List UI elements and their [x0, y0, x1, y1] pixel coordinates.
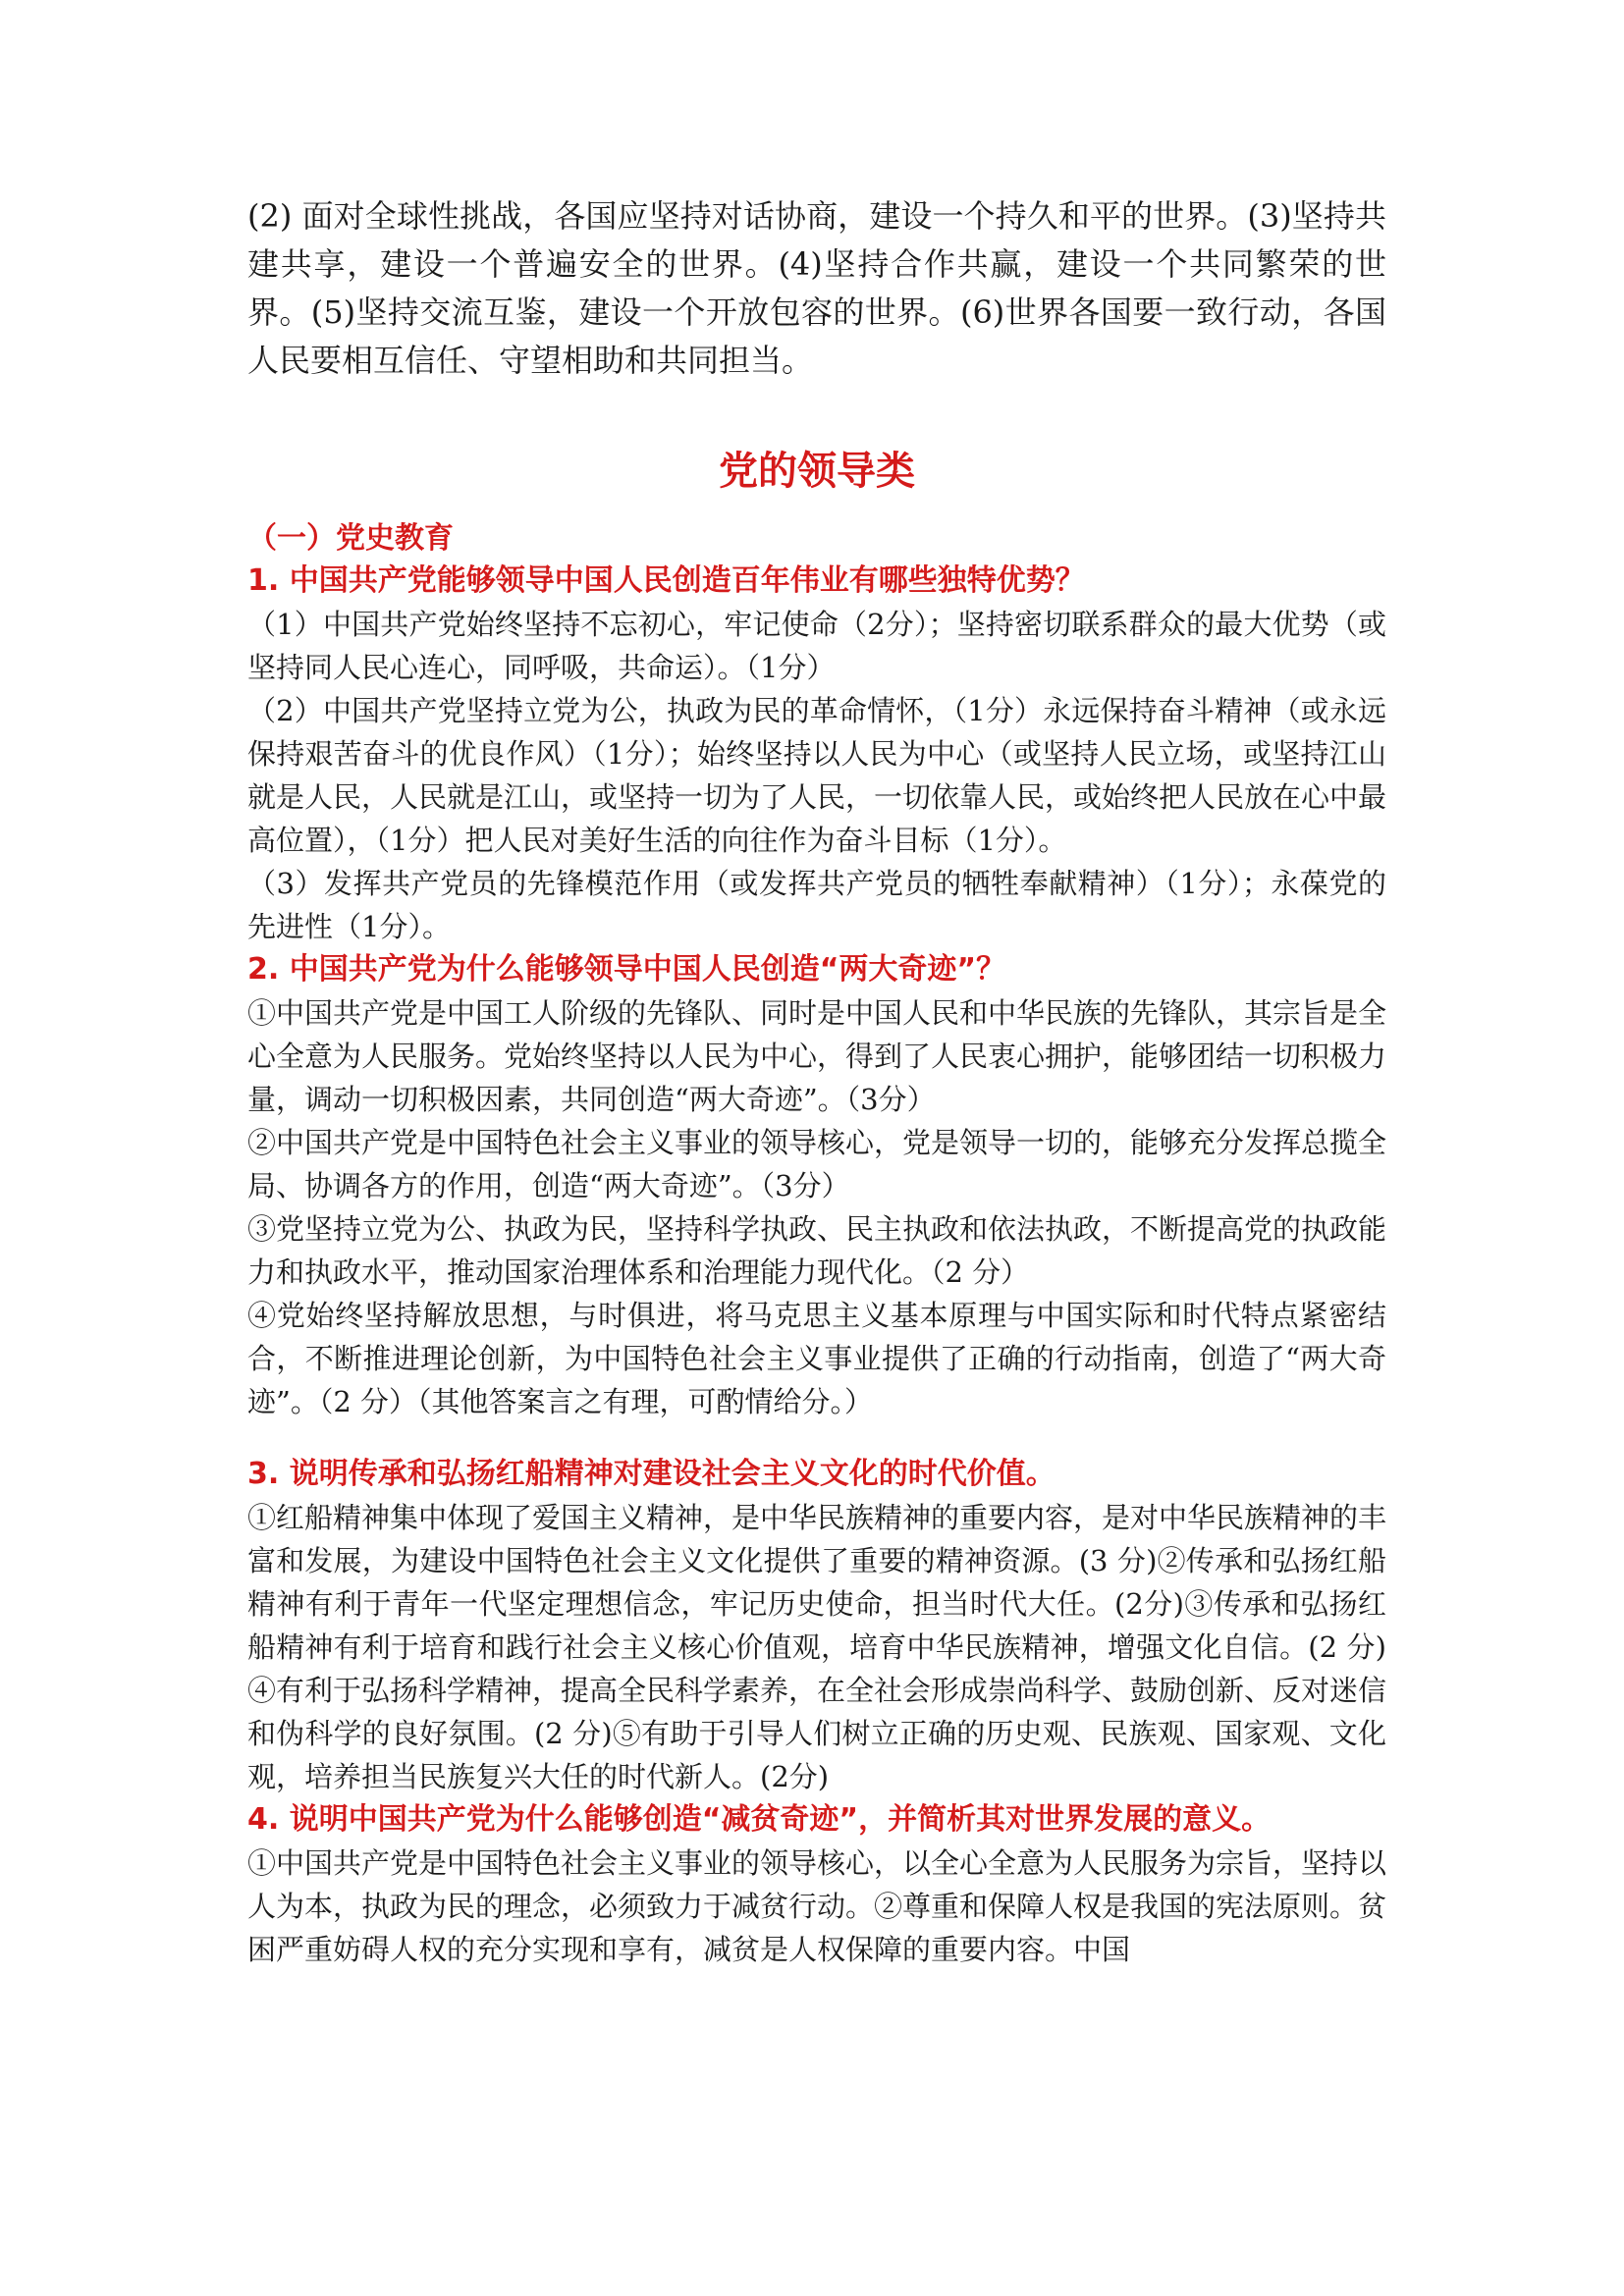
- intro-paragraph: (2) 面对全球性挑战，各国应坚持对话协商，建设一个持久和平的世界。(3)坚持共建共享，建设一个普遍安全的世界。(4)坚持合作共赢，建设一个共同繁荣的世界。(5)坚持交流互鉴，建设一个开放包容的世界。(6)世界各国要一致行动，各国人民要相互信任、守望相助和共同担当。: [247, 197, 1386, 379]
- document-page: [247, 192, 1386, 1971]
- answer-paragraph: （3）发挥共产党员的先锋模范作用（或发挥共产党员的牺牲奉献精神）（1分）；永葆党的先进性（1分）。: [247, 867, 1386, 943]
- answer-paragraph: ①中国共产党是中国特色社会主义事业的领导核心，以全心全意为人民服务为宗旨，坚持以人为本，执政为民的理念，必须致力于减贫行动。②尊重和保障人权是我国的宪法原则。贫困严重妨碍人权的充分实现和享有，减贫是人权保障的重要内容。中国: [247, 1846, 1387, 1966]
- answer-paragraph: ①中国共产党是中国工人阶级的先锋队、同时是中国人民和中华民族的先锋队，其宗旨是全心全意为人民服务。党始终坚持以人民为中心，得到了人民衷心拥护，能够团结一切积极力量，调动一切积极因素，共同创造“两大奇迹”。（3分）: [247, 996, 1387, 1116]
- answer-paragraph: ②中国共产党是中国特色社会主义事业的领导核心，党是领导一切的，能够充分发挥总揽全局、协调各方的作用，创造“两大奇迹”。（3分）: [247, 1126, 1387, 1202]
- question-block-1: [247, 560, 1386, 948]
- subsection-title: （一）党史教育: [247, 521, 454, 556]
- answer-paragraph: （1）中国共产党始终坚持不忘初心，牢记使命（2分）；坚持密切联系群众的最大优势（或坚持同人民心连心，同呼吸，共命运）。（1分）: [247, 608, 1386, 684]
- spacer: [247, 1423, 1386, 1453]
- question-block-4: [247, 1798, 1386, 1971]
- question-title: 1. 中国共产党能够领导中国人民创造百年伟业有哪些独特优势？: [247, 563, 1085, 598]
- question-block-3: [247, 1453, 1386, 1798]
- section-title: 党的领导类: [719, 449, 915, 494]
- question-title: 2. 中国共产党为什么能够领导中国人民创造“两大奇迹”？: [247, 952, 1006, 987]
- question-block-2: [247, 948, 1386, 1423]
- question-title: 4. 说明中国共产党为什么能够创造“减贫奇迹”，并简析其对世界发展的意义。: [247, 1802, 1272, 1837]
- answer-paragraph: ④党始终坚持解放思想，与时俱进，将马克思主义基本原理与中国实际和时代特点紧密结合，不断推进理论创新，为中国特色社会主义事业提供了正确的行动指南，创造了“两大奇迹”。（2 分）（其他答案言之有理，可酌情给分。）: [247, 1299, 1386, 1418]
- answer-paragraph: ③党坚持立党为公、执政为民，坚持科学执政、民主执政和依法执政，不断提高党的执政能力和执政水平，推动国家治理体系和治理能力现代化。（2 分）: [247, 1212, 1387, 1289]
- question-title: 3. 说明传承和弘扬红船精神对建设社会主义文化的时代价值。: [247, 1457, 1056, 1491]
- answer-paragraph: ①红船精神集中体现了爱国主义精神，是中华民族精神的重要内容，是对中华民族精神的丰富和发展，为建设中国特色社会主义文化提供了重要的精神资源。(3 分)②传承和弘扬红船精神有利于青年一代坚定理想信念，牢记历史使命，担当时代大任。(2分)③传承和弘扬红船精神有利于培育和践行社会主义核心价值观，培育中华民族精神，增强文化自信。(2 分)④有利于弘扬科学精神，提高全民科学素养，在全社会形成崇尚科学、鼓励创新、反对迷信和伪科学的良好氛围。(2 分)⑤有助于引导人们树立正确的历史观、民族观、国家观、文化观，培养担当民族复兴大任的时代新人。(2分): [247, 1501, 1387, 1793]
- answer-paragraph: （2）中国共产党坚持立党为公，执政为民的革命情怀，（1分）永远保持奋斗精神（或永远保持艰苦奋斗的优良作风）（1分）；始终坚持以人民为中心（或坚持人民立场，或坚持江山就是人民，人民就是江山，或坚持一切为了人民，一切依靠人民，或始终把人民放在心中最高位置），（1分）把人民对美好生活的向往作为奋斗目标（1分）。: [247, 694, 1387, 857]
